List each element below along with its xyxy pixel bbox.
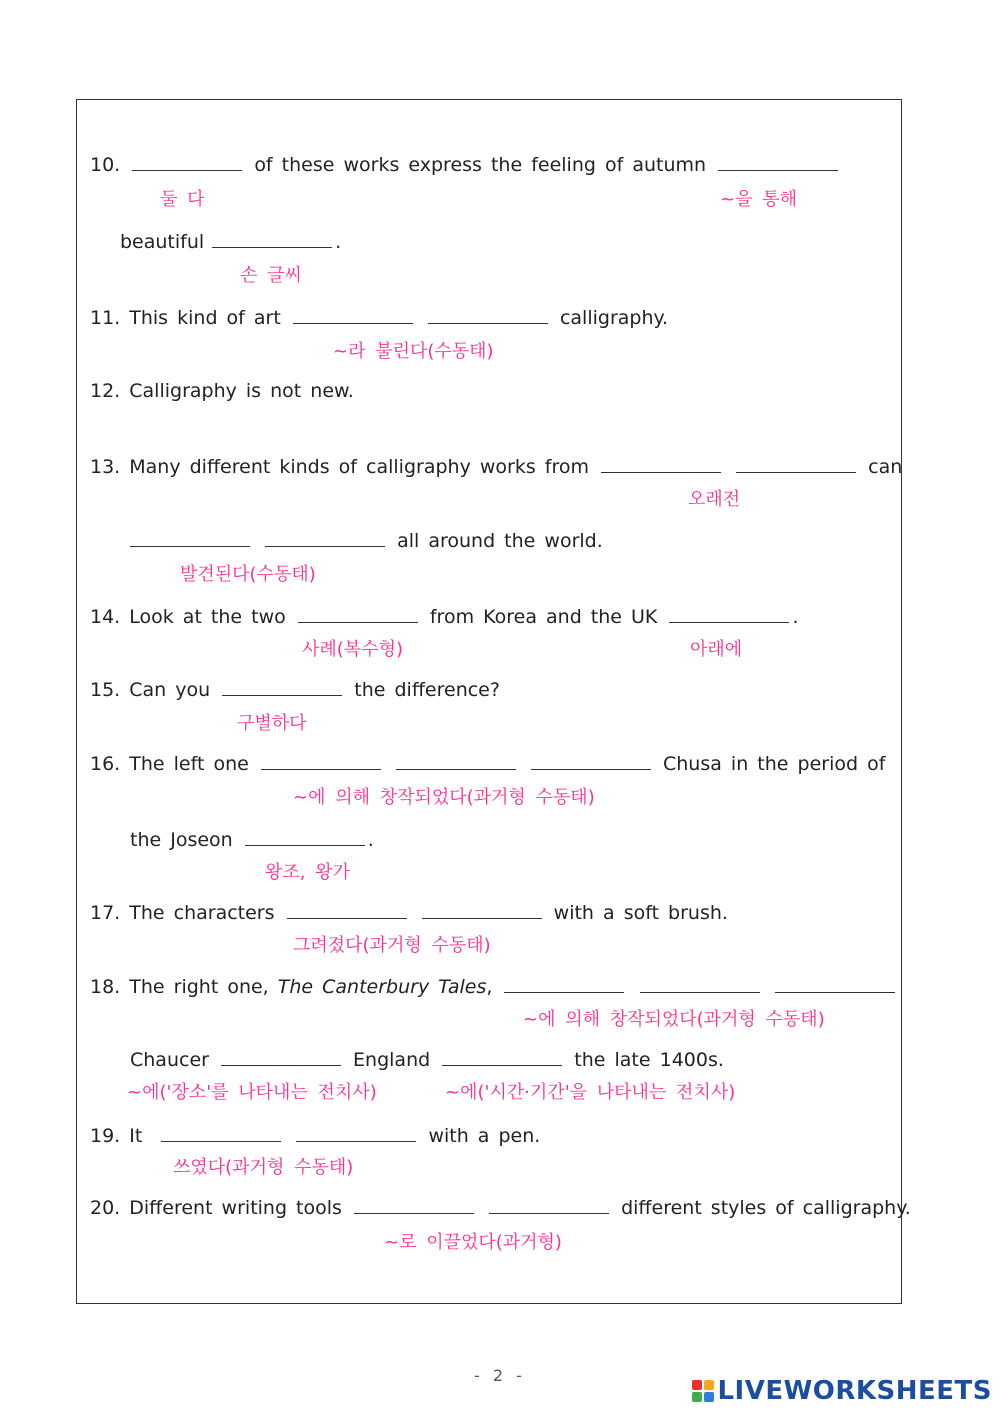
- hint-10-through: ~을 통해: [720, 189, 797, 210]
- blank-13-a[interactable]: [601, 452, 721, 473]
- hint-13-long-ago: 오래전: [688, 489, 741, 510]
- blank-19-b[interactable]: [296, 1121, 416, 1142]
- blank-16-a[interactable]: [261, 749, 381, 770]
- question-11: 11. This kind of art calligraphy.: [90, 303, 668, 330]
- hint-14-below: 아래에: [690, 639, 743, 660]
- hint-14-examples: 사례(복수형): [302, 639, 403, 660]
- question-12: 12. Calligraphy is not new.: [90, 380, 354, 402]
- blank-18-b[interactable]: [640, 972, 760, 993]
- hint-10-handwriting: 손 글씨: [240, 265, 302, 286]
- hint-18-place: ~에('장소'를 나타내는 전치사): [127, 1082, 377, 1103]
- blank-14-a[interactable]: [298, 602, 418, 623]
- blank-11-a[interactable]: [293, 303, 413, 324]
- blank-15[interactable]: [222, 675, 342, 696]
- question-19: 19. It with a pen.: [90, 1121, 540, 1148]
- blank-17-a[interactable]: [287, 898, 407, 919]
- blank-11-b[interactable]: [428, 303, 548, 324]
- blank-10-c[interactable]: [212, 227, 332, 248]
- blank-17-b[interactable]: [422, 898, 542, 919]
- hint-10-both: 둘 다: [160, 189, 205, 210]
- blank-13-b[interactable]: [736, 452, 856, 473]
- blank-13-d[interactable]: [265, 526, 385, 547]
- question-10-line-1: 10. of these works express the feeling of autumn: [90, 150, 841, 177]
- hint-18-time: ~에('시간·기간'을 나타내는 전치사): [445, 1082, 736, 1103]
- hint-11: ~라 불린다(수동태): [333, 341, 494, 362]
- hint-16-dynasty: 왕조, 왕가: [265, 862, 350, 883]
- question-16-line-1: 16. The left one Chusa in the period of: [90, 749, 885, 776]
- question-16-line-2: the Joseon .: [130, 825, 374, 852]
- blank-16-c[interactable]: [531, 749, 651, 770]
- page-number: - 2 -: [474, 1366, 526, 1385]
- question-18-line-2: Chaucer England the late 1400s.: [130, 1045, 724, 1072]
- question-10-line-2: beautiful .: [120, 227, 341, 254]
- hint-17: 그려졌다(과거형 수동태): [293, 935, 491, 956]
- blank-20-a[interactable]: [354, 1193, 474, 1214]
- hint-16-created-by: ~에 의해 창작되었다(과거형 수동태): [293, 787, 595, 808]
- blank-16-d[interactable]: [245, 825, 365, 846]
- hint-15: 구별하다: [237, 713, 307, 734]
- question-13-line-2: all around the world.: [127, 526, 603, 553]
- liveworksheets-mark-icon: [692, 1380, 714, 1402]
- hint-20: ~로 이끌었다(과거형): [384, 1232, 562, 1253]
- blank-20-b[interactable]: [489, 1193, 609, 1214]
- blank-18-a[interactable]: [504, 972, 624, 993]
- question-15: 15. Can you the difference?: [90, 675, 500, 702]
- blank-16-b[interactable]: [396, 749, 516, 770]
- question-17: 17. The characters with a soft brush.: [90, 898, 728, 925]
- blank-18-d[interactable]: [221, 1045, 341, 1066]
- liveworksheets-logo: [692, 1376, 992, 1406]
- blank-13-c[interactable]: [130, 526, 250, 547]
- hint-18-created-by: ~에 의해 창작되었다(과거형 수동태): [523, 1009, 825, 1030]
- blank-10-a[interactable]: [132, 150, 242, 171]
- question-14: 14. Look at the two from Korea and the UK .: [90, 602, 798, 629]
- question-18-line-1: 18. The right one, The Canterbury Tales,: [90, 972, 898, 999]
- blank-18-e[interactable]: [442, 1045, 562, 1066]
- blank-14-b[interactable]: [669, 602, 789, 623]
- brand-name: LIVEWORKSHEETS: [717, 1376, 992, 1406]
- blank-19-a[interactable]: [161, 1121, 281, 1142]
- hint-19: 쓰였다(과거형 수동태): [173, 1157, 354, 1178]
- question-20: 20. Different writing tools different styles of calligraphy.: [90, 1193, 911, 1220]
- hint-13-found: 발견된다(수동태): [180, 564, 316, 585]
- question-13-line-1: 13. Many different kinds of calligraphy works from can: [90, 452, 902, 479]
- blank-18-c[interactable]: [775, 972, 895, 993]
- blank-10-b[interactable]: [718, 150, 838, 171]
